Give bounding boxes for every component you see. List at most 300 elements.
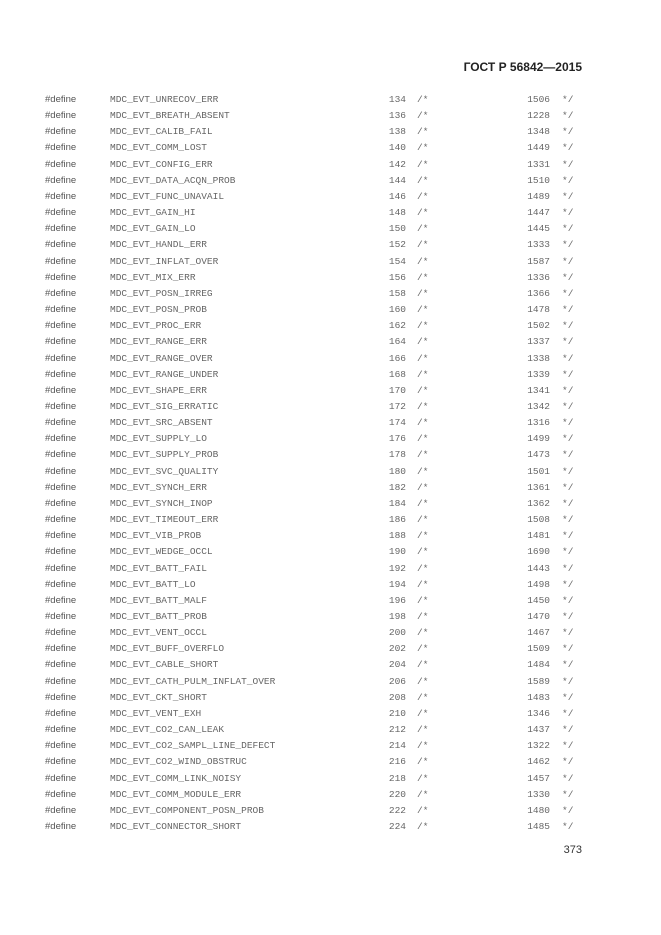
define-row — [0, 302, 661, 318]
comment-open: /* — [417, 546, 429, 558]
define-keyword: #define — [45, 142, 77, 154]
comment-close: */ — [562, 788, 574, 800]
term-code: 1489 — [527, 190, 550, 202]
define-row — [0, 367, 661, 383]
define-keyword: #define — [45, 724, 77, 736]
macro-value: 160 — [388, 304, 406, 316]
define-row — [0, 738, 661, 754]
term-code: 1447 — [527, 207, 550, 219]
comment-close: */ — [562, 417, 574, 429]
comment-close: */ — [562, 239, 574, 251]
comment-open: /* — [417, 578, 429, 590]
macro-name: MDC_EVT_POSN_PROB — [110, 304, 207, 316]
define-row — [0, 205, 661, 221]
comment-open: /* — [417, 336, 429, 348]
define-keyword: #define — [45, 611, 77, 622]
define-keyword: #define — [45, 675, 77, 687]
define-keyword: #define — [45, 417, 77, 429]
comment-close: */ — [562, 336, 574, 348]
macro-name: MDC_EVT_UNRECOV_ERR — [110, 94, 219, 105]
comment-open: /* — [417, 594, 429, 606]
macro-value: 190 — [388, 546, 406, 558]
term-code: 1483 — [527, 691, 550, 703]
comment-close: */ — [562, 724, 574, 736]
comment-close: */ — [562, 772, 574, 784]
define-row — [0, 318, 661, 334]
define-keyword: #define — [45, 368, 77, 380]
comment-close: */ — [562, 400, 574, 412]
comment-open: /* — [417, 659, 429, 671]
define-keyword: #define — [45, 94, 77, 105]
comment-open: /* — [417, 174, 429, 186]
term-code: 1339 — [527, 368, 550, 380]
define-keyword: #define — [45, 627, 77, 639]
define-row — [0, 140, 661, 156]
define-row — [0, 334, 661, 350]
comment-close: */ — [562, 449, 574, 461]
comment-open: /* — [417, 304, 429, 316]
macro-name: MDC_EVT_CO2_SAMPL_LINE_DEFECT — [110, 740, 276, 752]
comment-close: */ — [562, 659, 574, 671]
macro-name: MDC_EVT_RANGE_OVER — [110, 352, 213, 364]
comment-close: */ — [562, 126, 574, 138]
comment-close: */ — [562, 465, 574, 477]
term-code: 1361 — [527, 481, 550, 493]
macro-value: 152 — [388, 239, 406, 251]
comment-open: /* — [417, 320, 429, 332]
comment-open: /* — [417, 271, 429, 283]
define-keyword: #define — [45, 562, 77, 574]
define-row — [0, 496, 661, 512]
comment-close: */ — [562, 174, 574, 186]
comment-open: /* — [417, 756, 429, 768]
define-keyword: #define — [45, 546, 77, 558]
define-row — [0, 771, 661, 787]
macro-name: MDC_EVT_BATT_LO — [110, 578, 196, 590]
comment-close: */ — [562, 110, 574, 122]
macro-value: 194 — [388, 578, 406, 590]
macro-name: MDC_EVT_BATT_FAIL — [110, 562, 207, 574]
define-keyword: #define — [45, 497, 77, 509]
term-code: 1502 — [527, 320, 550, 332]
comment-close: */ — [562, 691, 574, 703]
macro-name: MDC_EVT_CABLE_SHORT — [110, 659, 219, 671]
macro-value: 192 — [388, 562, 406, 574]
term-code: 1462 — [527, 756, 550, 768]
macro-value: 156 — [388, 271, 406, 283]
macro-value: 224 — [388, 821, 406, 833]
define-row — [0, 544, 661, 560]
macro-name: MDC_EVT_SYNCH_ERR — [110, 481, 207, 493]
macro-value: 212 — [388, 724, 406, 736]
comment-close: */ — [562, 594, 574, 606]
term-code: 1443 — [527, 562, 550, 574]
define-keyword: #define — [45, 126, 77, 138]
macro-value: 140 — [388, 142, 406, 154]
comment-open: /* — [417, 627, 429, 639]
macro-value: 188 — [388, 530, 406, 542]
macro-value: 182 — [388, 481, 406, 493]
macro-name: MDC_EVT_HANDL_ERR — [110, 239, 207, 251]
term-code: 1316 — [527, 417, 550, 429]
comment-close: */ — [562, 304, 574, 316]
macro-name: MDC_EVT_SUPPLY_PROB — [110, 449, 219, 461]
macro-value: 222 — [388, 804, 406, 816]
macro-name: MDC_EVT_WEDGE_OCCL — [110, 546, 213, 558]
term-code: 1485 — [527, 821, 550, 833]
macro-value: 158 — [388, 287, 406, 299]
macro-name: MDC_EVT_TIMEOUT_ERR — [110, 514, 219, 526]
define-keyword: #define — [45, 530, 77, 542]
comment-open: /* — [417, 821, 429, 833]
define-keyword: #define — [45, 239, 77, 251]
term-code: 1336 — [527, 271, 550, 283]
comment-open: /* — [417, 94, 429, 105]
macro-value: 144 — [388, 174, 406, 186]
define-row — [0, 447, 661, 463]
term-code: 1341 — [527, 384, 550, 396]
define-keyword: #define — [45, 207, 77, 219]
define-row — [0, 286, 661, 302]
comment-open: /* — [417, 530, 429, 542]
comment-open: /* — [417, 449, 429, 461]
define-row — [0, 124, 661, 140]
define-row — [0, 754, 661, 770]
comment-open: /* — [417, 352, 429, 364]
term-code: 1481 — [527, 530, 550, 542]
macro-name: MDC_EVT_RANGE_ERR — [110, 336, 207, 348]
define-row — [0, 464, 661, 480]
comment-open: /* — [417, 223, 429, 235]
define-keyword: #define — [45, 804, 77, 816]
define-keyword: #define — [45, 352, 77, 364]
comment-open: /* — [417, 255, 429, 267]
macro-value: 146 — [388, 190, 406, 202]
macro-name: MDC_EVT_SIG_ERRATIC — [110, 400, 219, 412]
comment-close: */ — [562, 804, 574, 816]
macro-name: MDC_EVT_POSN_IRREG — [110, 287, 213, 299]
macro-value: 218 — [388, 772, 406, 784]
define-keyword: #define — [45, 594, 77, 606]
comment-close: */ — [562, 497, 574, 509]
macro-value: 200 — [388, 627, 406, 639]
macro-name: MDC_EVT_SYNCH_INOP — [110, 497, 213, 509]
term-code: 1437 — [527, 724, 550, 736]
document-standard-header: ГОСТ Р 56842—2015 — [463, 60, 582, 74]
macro-name: MDC_EVT_BREATH_ABSENT — [110, 110, 230, 122]
term-code: 1501 — [527, 465, 550, 477]
term-code: 1506 — [527, 94, 550, 105]
macro-name: MDC_EVT_VIB_PROB — [110, 530, 202, 542]
macro-name: MDC_EVT_SVC_QUALITY — [110, 465, 219, 477]
comment-close: */ — [562, 223, 574, 235]
comment-close: */ — [562, 352, 574, 364]
term-code: 1470 — [527, 611, 550, 622]
comment-close: */ — [562, 627, 574, 639]
define-row — [0, 108, 661, 124]
comment-close: */ — [562, 368, 574, 380]
macro-name: MDC_EVT_CONNECTOR_SHORT — [110, 821, 242, 833]
macro-value: 136 — [388, 110, 406, 122]
macro-name: MDC_EVT_COMM_LINK_NOISY — [110, 772, 242, 784]
term-code: 1498 — [527, 578, 550, 590]
macro-name: MDC_EVT_GAIN_LO — [110, 223, 196, 235]
comment-open: /* — [417, 126, 429, 138]
define-keyword: #define — [45, 190, 77, 202]
term-code: 1589 — [527, 675, 550, 687]
comment-open: /* — [417, 611, 429, 622]
comment-close: */ — [562, 675, 574, 687]
comment-open: /* — [417, 190, 429, 202]
macro-value: 202 — [388, 643, 406, 655]
comment-open: /* — [417, 465, 429, 477]
define-keyword: #define — [45, 433, 77, 445]
define-row — [0, 237, 661, 253]
macro-value: 220 — [388, 788, 406, 800]
define-keyword: #define — [45, 643, 77, 655]
define-keyword: #define — [45, 158, 77, 170]
define-keyword: #define — [45, 384, 77, 396]
comment-open: /* — [417, 110, 429, 122]
define-row — [0, 173, 661, 189]
define-row — [0, 528, 661, 544]
define-keyword: #define — [45, 287, 77, 299]
define-row — [0, 803, 661, 819]
comment-close: */ — [562, 611, 574, 622]
term-code: 1322 — [527, 740, 550, 752]
comment-close: */ — [562, 643, 574, 655]
term-code: 1366 — [527, 287, 550, 299]
macro-value: 178 — [388, 449, 406, 461]
page-number: 373 — [563, 844, 582, 856]
define-keyword: #define — [45, 707, 77, 719]
macro-value: 208 — [388, 691, 406, 703]
term-code: 1480 — [527, 804, 550, 816]
macro-value: 154 — [388, 255, 406, 267]
macro-name: MDC_EVT_CKT_SHORT — [110, 691, 207, 703]
comment-close: */ — [562, 190, 574, 202]
macro-name: MDC_EVT_CO2_WIND_OBSTRUC — [110, 756, 247, 768]
macro-name: MDC_EVT_COMM_LOST — [110, 142, 207, 154]
comment-open: /* — [417, 417, 429, 429]
define-row — [0, 431, 661, 447]
term-code: 1362 — [527, 497, 550, 509]
define-row — [0, 399, 661, 415]
comment-open: /* — [417, 562, 429, 574]
comment-open: /* — [417, 740, 429, 752]
define-row — [0, 657, 661, 673]
comment-open: /* — [417, 643, 429, 655]
macro-value: 164 — [388, 336, 406, 348]
macro-value: 196 — [388, 594, 406, 606]
term-code: 1449 — [527, 142, 550, 154]
define-row — [0, 254, 661, 270]
comment-open: /* — [417, 724, 429, 736]
macro-name: MDC_EVT_INFLAT_OVER — [110, 255, 219, 267]
comment-open: /* — [417, 142, 429, 154]
comment-open: /* — [417, 691, 429, 703]
define-row — [0, 690, 661, 706]
term-code: 1450 — [527, 594, 550, 606]
define-row — [0, 221, 661, 237]
define-keyword: #define — [45, 400, 77, 412]
macro-name: MDC_EVT_BUFF_OVERFLO — [110, 643, 225, 655]
define-keyword: #define — [45, 691, 77, 703]
define-row — [0, 415, 661, 431]
define-keyword: #define — [45, 271, 77, 283]
macro-name: MDC_EVT_CALIB_FAIL — [110, 126, 213, 138]
define-keyword: #define — [45, 578, 77, 590]
comment-close: */ — [562, 158, 574, 170]
comment-close: */ — [562, 384, 574, 396]
define-row — [0, 674, 661, 690]
macro-value: 180 — [388, 465, 406, 477]
macro-name: MDC_EVT_BATT_PROB — [110, 611, 207, 622]
comment-open: /* — [417, 158, 429, 170]
define-row — [0, 609, 661, 625]
define-row — [0, 577, 661, 593]
comment-open: /* — [417, 239, 429, 251]
comment-close: */ — [562, 481, 574, 493]
comment-open: /* — [417, 207, 429, 219]
macro-value: 206 — [388, 675, 406, 687]
macro-name: MDC_EVT_SRC_ABSENT — [110, 417, 213, 429]
macro-name: MDC_EVT_VENT_OCCL — [110, 627, 207, 639]
term-code: 1331 — [527, 158, 550, 170]
define-row — [0, 512, 661, 528]
comment-close: */ — [562, 207, 574, 219]
define-keyword: #define — [45, 514, 77, 526]
macro-value: 204 — [388, 659, 406, 671]
macro-value: 184 — [388, 497, 406, 509]
macro-value: 172 — [388, 400, 406, 412]
define-keyword: #define — [45, 788, 77, 800]
term-code: 1342 — [527, 400, 550, 412]
term-code: 1473 — [527, 449, 550, 461]
macro-value: 148 — [388, 207, 406, 219]
define-keyword: #define — [45, 336, 77, 348]
define-row — [0, 383, 661, 399]
macro-value: 186 — [388, 514, 406, 526]
comment-close: */ — [562, 94, 574, 105]
macro-name: MDC_EVT_GAIN_HI — [110, 207, 196, 219]
comment-open: /* — [417, 788, 429, 800]
comment-close: */ — [562, 514, 574, 526]
define-row — [0, 189, 661, 205]
macro-value: 210 — [388, 707, 406, 719]
macro-name: MDC_EVT_BATT_MALF — [110, 594, 207, 606]
macro-value: 138 — [388, 126, 406, 138]
macro-value: 142 — [388, 158, 406, 170]
comment-close: */ — [562, 740, 574, 752]
define-keyword: #define — [45, 772, 77, 784]
define-keyword: #define — [45, 223, 77, 235]
term-code: 1478 — [527, 304, 550, 316]
comment-open: /* — [417, 772, 429, 784]
comment-open: /* — [417, 400, 429, 412]
term-code: 1508 — [527, 514, 550, 526]
comment-close: */ — [562, 546, 574, 558]
comment-close: */ — [562, 320, 574, 332]
comment-close: */ — [562, 142, 574, 154]
define-keyword: #define — [45, 756, 77, 768]
define-keyword: #define — [45, 110, 77, 122]
define-keyword: #define — [45, 481, 77, 493]
macro-value: 150 — [388, 223, 406, 235]
macro-name: MDC_EVT_RANGE_UNDER — [110, 368, 219, 380]
macro-value: 174 — [388, 417, 406, 429]
define-keyword: #define — [45, 174, 77, 186]
macro-value: 198 — [388, 611, 406, 622]
macro-name: MDC_EVT_MIX_ERR — [110, 271, 196, 283]
term-code: 1333 — [527, 239, 550, 251]
macro-name: MDC_EVT_VENT_EXH — [110, 707, 202, 719]
define-keyword: #define — [45, 465, 77, 477]
define-row — [0, 593, 661, 609]
comment-open: /* — [417, 707, 429, 719]
macro-name: MDC_EVT_FUNC_UNAVAIL — [110, 190, 225, 202]
macro-name: MDC_EVT_DATA_ACQN_PROB — [110, 174, 236, 186]
macro-name: MDC_EVT_CO2_CAN_LEAK — [110, 724, 225, 736]
comment-open: /* — [417, 287, 429, 299]
macro-value: 162 — [388, 320, 406, 332]
term-code: 1484 — [527, 659, 550, 671]
define-row — [0, 722, 661, 738]
define-row — [0, 157, 661, 173]
define-row — [0, 625, 661, 641]
comment-close: */ — [562, 756, 574, 768]
comment-open: /* — [417, 481, 429, 493]
macro-name: MDC_EVT_COMPONENT_POSN_PROB — [110, 804, 264, 816]
macro-name: MDC_EVT_SHAPE_ERR — [110, 384, 207, 396]
term-code: 1228 — [527, 110, 550, 122]
define-row — [0, 351, 661, 367]
term-code: 1445 — [527, 223, 550, 235]
define-keyword: #define — [45, 449, 77, 461]
comment-open: /* — [417, 497, 429, 509]
comment-close: */ — [562, 578, 574, 590]
define-row — [0, 92, 661, 108]
term-code: 1337 — [527, 336, 550, 348]
term-code: 1338 — [527, 352, 550, 364]
comment-open: /* — [417, 368, 429, 380]
comment-close: */ — [562, 707, 574, 719]
macro-name: MDC_EVT_CATH_PULM_INFLAT_OVER — [110, 675, 276, 687]
term-code: 1348 — [527, 126, 550, 138]
comment-close: */ — [562, 255, 574, 267]
macro-name: MDC_EVT_CONFIG_ERR — [110, 158, 213, 170]
define-row — [0, 706, 661, 722]
macro-value: 168 — [388, 368, 406, 380]
define-row — [0, 561, 661, 577]
comment-close: */ — [562, 821, 574, 833]
define-keyword: #define — [45, 740, 77, 752]
term-code: 1457 — [527, 772, 550, 784]
comment-close: */ — [562, 562, 574, 574]
define-keyword: #define — [45, 320, 77, 332]
comment-open: /* — [417, 675, 429, 687]
macro-name: MDC_EVT_COMM_MODULE_ERR — [110, 788, 242, 800]
term-code: 1690 — [527, 546, 550, 558]
term-code: 1499 — [527, 433, 550, 445]
macro-value: 134 — [388, 94, 406, 105]
macro-value: 166 — [388, 352, 406, 364]
define-keyword: #define — [45, 304, 77, 316]
macro-value: 216 — [388, 756, 406, 768]
term-code: 1467 — [527, 627, 550, 639]
define-row — [0, 270, 661, 286]
define-keyword: #define — [45, 659, 77, 671]
